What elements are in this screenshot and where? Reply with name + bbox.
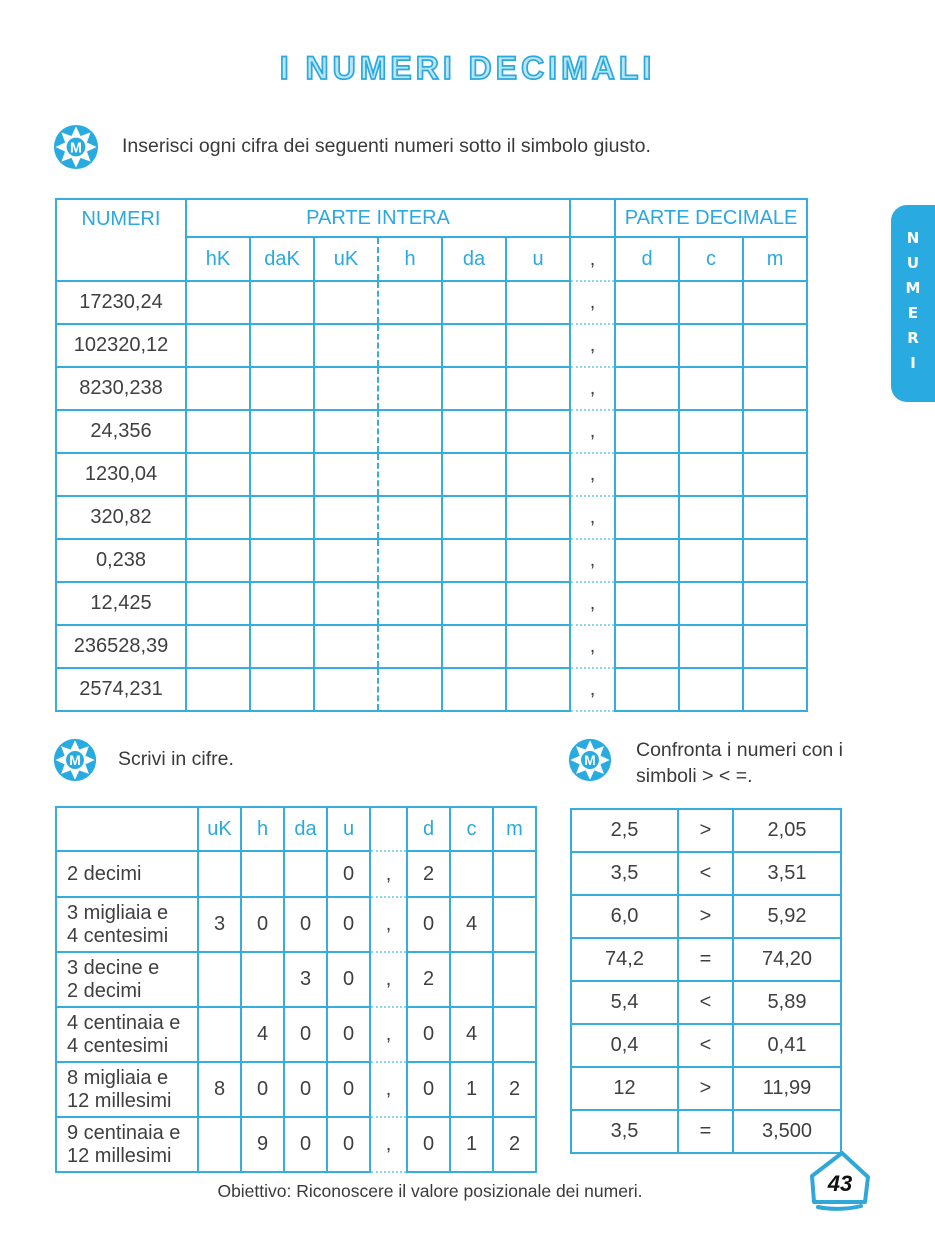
right-number: 5,89: [733, 981, 841, 1024]
answer-cell: [378, 324, 442, 367]
answer-cell: [506, 496, 570, 539]
answer-cell: [615, 539, 679, 582]
answer-cell: [186, 582, 250, 625]
digit-cell: 2: [407, 952, 450, 1007]
answer-cell: [186, 625, 250, 668]
column-header-d: d: [615, 237, 679, 281]
answer-cell: [506, 367, 570, 410]
comma-cell: ,: [370, 1007, 407, 1062]
exercise2-instruction: Scrivi in cifre.: [118, 748, 234, 771]
number-label: 12,425: [56, 582, 186, 625]
answer-cell: [442, 367, 506, 410]
digit-cell: 0: [407, 1007, 450, 1062]
table-row: [571, 1067, 841, 1110]
exercise2-header: [53, 738, 234, 782]
comparison-symbol: <: [678, 1024, 733, 1067]
digit-cell: [493, 952, 536, 1007]
right-number: 11,99: [733, 1067, 841, 1110]
answer-cell: [442, 582, 506, 625]
answer-cell: [250, 281, 314, 324]
left-number: 12: [571, 1067, 678, 1110]
digit-cell: 0: [241, 1062, 284, 1117]
answer-cell: [314, 625, 378, 668]
answer-cell: [615, 324, 679, 367]
answer-cell: [506, 410, 570, 453]
exercise1-header: [53, 124, 651, 170]
answer-cell: [506, 281, 570, 324]
table-row: [56, 582, 807, 625]
answer-cell: [250, 453, 314, 496]
sidebar-tab-numeri: [891, 205, 935, 402]
digit-cell: 4: [241, 1007, 284, 1062]
row-label-line: 12 millesimi: [67, 1089, 172, 1112]
digit-cell: 0: [327, 952, 370, 1007]
digit-cell: [493, 1007, 536, 1062]
page-title: I NUMERI DECIMALI: [279, 50, 656, 86]
table-row: [56, 851, 536, 897]
comma-column-header: [370, 807, 407, 851]
answer-cell: [250, 539, 314, 582]
answer-cell: [378, 496, 442, 539]
digit-cell: [284, 851, 327, 897]
table-row: [571, 981, 841, 1024]
left-number: 0,4: [571, 1024, 678, 1067]
answer-cell: [314, 281, 378, 324]
digit-cell: [493, 851, 536, 897]
number-label: 0,238: [56, 539, 186, 582]
comma-cell: ,: [370, 897, 407, 952]
comparison-symbol: =: [678, 1110, 733, 1153]
empty-corner-cell: [56, 807, 198, 851]
digit-cell: 0: [407, 1062, 450, 1117]
instruction-line: Confronta i numeri con i: [636, 739, 844, 761]
comparison-symbol: >: [678, 895, 733, 938]
comparison-symbol: <: [678, 852, 733, 895]
answer-cell: [186, 496, 250, 539]
answer-cell: [442, 496, 506, 539]
answer-cell: [679, 453, 743, 496]
row-label-line: 4 centesimi: [67, 924, 169, 947]
group-header-parte-decimale: PARTE DECIMALE: [615, 199, 807, 237]
answer-cell: [250, 410, 314, 453]
digit-cell: 1: [450, 1062, 493, 1117]
comma-cell: ,: [570, 496, 615, 539]
answer-cell: [314, 453, 378, 496]
answer-cell: [442, 625, 506, 668]
table-row: [56, 410, 807, 453]
answer-cell: [743, 324, 807, 367]
comparison-table: [570, 808, 842, 1154]
digit-cell: 1: [450, 1117, 493, 1172]
digit-cell: 9: [241, 1117, 284, 1172]
answer-cell: [615, 582, 679, 625]
exercise3-header: [568, 738, 886, 789]
answer-cell: [378, 281, 442, 324]
column-header-da: da: [284, 807, 327, 851]
comparison-symbol: >: [678, 809, 733, 852]
left-number: 2,5: [571, 809, 678, 852]
digit-cell: 2: [407, 851, 450, 897]
answer-cell: [615, 453, 679, 496]
column-header-h: h: [378, 237, 442, 281]
sun-m-badge-icon: [53, 124, 99, 170]
answer-cell: [615, 410, 679, 453]
answer-cell: [679, 367, 743, 410]
answer-cell: [378, 582, 442, 625]
comparison-symbol: <: [678, 981, 733, 1024]
answer-cell: [615, 625, 679, 668]
table-row: [571, 895, 841, 938]
number-label: 17230,24: [56, 281, 186, 324]
answer-cell: [506, 668, 570, 711]
comma-cell: ,: [570, 453, 615, 496]
table-row: [56, 1007, 536, 1062]
table-row: [56, 367, 807, 410]
column-header-dak: daK: [250, 237, 314, 281]
answer-cell: [378, 410, 442, 453]
left-number: 5,4: [571, 981, 678, 1024]
digit-cell: 0: [407, 1117, 450, 1172]
number-label: 236528,39: [56, 625, 186, 668]
answer-cell: [314, 668, 378, 711]
answer-cell: [442, 668, 506, 711]
right-number: 74,20: [733, 938, 841, 981]
answer-cell: [743, 367, 807, 410]
right-number: 0,41: [733, 1024, 841, 1067]
answer-cell: [743, 410, 807, 453]
digit-cell: 0: [284, 1007, 327, 1062]
table-row: [571, 809, 841, 852]
answer-cell: [615, 668, 679, 711]
row-label-line: 8 migliaia e: [67, 1067, 169, 1090]
answer-cell: [679, 582, 743, 625]
answer-cell: [186, 453, 250, 496]
digit-cell: 8: [198, 1062, 241, 1117]
table-row: [56, 539, 807, 582]
table-row: [56, 453, 807, 496]
digit-cell: [450, 952, 493, 1007]
page-number: 43: [827, 1171, 853, 1196]
answer-cell: [442, 410, 506, 453]
digit-cell: [198, 1117, 241, 1172]
answer-cell: [186, 324, 250, 367]
answer-cell: [250, 496, 314, 539]
table-row: [56, 952, 536, 1007]
column-header-c: c: [679, 237, 743, 281]
comma-cell: ,: [370, 851, 407, 897]
column-header-d: d: [407, 807, 450, 851]
digit-cell: 2: [493, 1062, 536, 1117]
answer-cell: [378, 668, 442, 711]
comma-cell: ,: [570, 281, 615, 324]
answer-cell: [679, 496, 743, 539]
answer-cell: [186, 668, 250, 711]
exercise1-instruction: Inserisci ogni cifra dei seguenti numeri sotto il simbolo giusto.: [122, 135, 651, 158]
table-row: [56, 668, 807, 711]
digit-cell: [493, 897, 536, 952]
comma-cell: ,: [370, 1117, 407, 1172]
column-header-uk: uK: [198, 807, 241, 851]
row-label-line: 3 migliaia e: [67, 902, 169, 925]
comma-cell: ,: [370, 952, 407, 1007]
exercise3-instruction: [636, 738, 886, 789]
table-row: [571, 852, 841, 895]
row-label: [56, 1117, 198, 1172]
answer-cell: [250, 668, 314, 711]
column-header-numeri: NUMERI: [56, 199, 186, 281]
table-row: [56, 897, 536, 952]
house-outline-icon: [800, 1146, 878, 1216]
number-label: 2574,231: [56, 668, 186, 711]
digit-cell: [198, 952, 241, 1007]
digit-cell: 0: [284, 897, 327, 952]
answer-cell: [186, 281, 250, 324]
write-in-digits-table: [55, 806, 537, 1173]
answer-cell: [378, 539, 442, 582]
table-row: [56, 1117, 536, 1172]
comma-cell: ,: [570, 410, 615, 453]
answer-cell: [442, 324, 506, 367]
column-header-hk: hK: [186, 237, 250, 281]
comma-cell: ,: [570, 668, 615, 711]
digit-cell: [241, 851, 284, 897]
row-label-line: 4 centinaia e: [67, 1012, 181, 1035]
sidebar-tab-label: NUMERI: [904, 228, 922, 379]
comparison-symbol: >: [678, 1067, 733, 1110]
row-label: [56, 1062, 198, 1117]
digit-cell: 4: [450, 1007, 493, 1062]
row-label-line: 2 decimi: [67, 979, 142, 1002]
sun-m-badge-icon: [568, 738, 612, 782]
table-row: [571, 938, 841, 981]
comma-cell: ,: [570, 539, 615, 582]
place-value-table: [55, 198, 808, 712]
digit-cell: [198, 1007, 241, 1062]
answer-cell: [250, 324, 314, 367]
answer-cell: [186, 410, 250, 453]
comma-cell: ,: [570, 367, 615, 410]
answer-cell: [679, 324, 743, 367]
answer-cell: [506, 539, 570, 582]
instruction-line: simboli > < =.: [636, 764, 753, 787]
answer-cell: [679, 668, 743, 711]
answer-cell: [615, 367, 679, 410]
number-label: 8230,238: [56, 367, 186, 410]
group-header-parte-intera: PARTE INTERA: [186, 199, 570, 237]
answer-cell: [314, 410, 378, 453]
digit-cell: 0: [407, 897, 450, 952]
number-label: 1230,04: [56, 453, 186, 496]
answer-cell: [378, 625, 442, 668]
right-number: 5,92: [733, 895, 841, 938]
table-row: [56, 496, 807, 539]
row-label: [56, 897, 198, 952]
digit-cell: 3: [284, 952, 327, 1007]
digit-cell: [450, 851, 493, 897]
table-row: [56, 324, 807, 367]
column-header-c: c: [450, 807, 493, 851]
number-label: 320,82: [56, 496, 186, 539]
comparison-symbol: =: [678, 938, 733, 981]
digit-cell: 0: [284, 1117, 327, 1172]
right-number: 3,500: [733, 1110, 841, 1153]
answer-cell: [679, 625, 743, 668]
digit-cell: 0: [327, 1117, 370, 1172]
row-label-line: 9 centinaia e: [67, 1122, 181, 1145]
answer-cell: [615, 281, 679, 324]
answer-cell: [506, 324, 570, 367]
answer-cell: [615, 496, 679, 539]
comma-cell: ,: [570, 582, 615, 625]
answer-cell: [378, 453, 442, 496]
right-number: 3,51: [733, 852, 841, 895]
column-header-m: m: [493, 807, 536, 851]
row-label-line: 2 decimi: [67, 862, 142, 885]
column-header-da: da: [442, 237, 506, 281]
answer-cell: [314, 367, 378, 410]
answer-cell: [743, 625, 807, 668]
column-header-m: m: [743, 237, 807, 281]
column-header-h: h: [241, 807, 284, 851]
answer-cell: [250, 367, 314, 410]
comma-cell: ,: [570, 625, 615, 668]
answer-cell: [506, 582, 570, 625]
answer-cell: [743, 582, 807, 625]
column-header-uk: uK: [314, 237, 378, 281]
digit-cell: 0: [327, 851, 370, 897]
table-row: [56, 1062, 536, 1117]
row-label-line: 12 millesimi: [67, 1144, 172, 1167]
column-header-u: u: [506, 237, 570, 281]
comma-column-spacer: [570, 199, 615, 237]
comma-cell: ,: [570, 324, 615, 367]
answer-cell: [378, 367, 442, 410]
answer-cell: [186, 539, 250, 582]
answer-cell: [442, 453, 506, 496]
digit-cell: 0: [241, 897, 284, 952]
digit-cell: 0: [327, 1062, 370, 1117]
left-number: 3,5: [571, 852, 678, 895]
digit-cell: 2: [493, 1117, 536, 1172]
answer-cell: [314, 496, 378, 539]
digit-cell: 3: [198, 897, 241, 952]
answer-cell: [679, 410, 743, 453]
sun-m-badge-icon: [53, 738, 97, 782]
row-label: [56, 851, 198, 897]
row-label-line: 3 decine e: [67, 957, 160, 980]
number-label: 102320,12: [56, 324, 186, 367]
comma-cell: ,: [370, 1062, 407, 1117]
column-header-u: u: [327, 807, 370, 851]
answer-cell: [250, 625, 314, 668]
digit-cell: 0: [327, 1007, 370, 1062]
answer-cell: [506, 625, 570, 668]
left-number: 6,0: [571, 895, 678, 938]
row-label: [56, 952, 198, 1007]
table-row: [56, 281, 807, 324]
digit-cell: 0: [327, 897, 370, 952]
answer-cell: [442, 539, 506, 582]
answer-cell: [679, 281, 743, 324]
answer-cell: [250, 582, 314, 625]
digit-cell: 4: [450, 897, 493, 952]
objective-text: Obiettivo: Riconoscere il valore posizionale dei numeri.: [217, 1181, 643, 1201]
answer-cell: [743, 496, 807, 539]
digit-cell: [241, 952, 284, 1007]
answer-cell: [314, 539, 378, 582]
right-number: 2,05: [733, 809, 841, 852]
answer-cell: [743, 453, 807, 496]
left-number: 74,2: [571, 938, 678, 981]
number-label: 24,356: [56, 410, 186, 453]
comma-column-header: ,: [570, 237, 615, 281]
row-label-line: 4 centesimi: [67, 1034, 169, 1057]
table-row: [56, 625, 807, 668]
digit-cell: [198, 851, 241, 897]
table-row: [571, 1024, 841, 1067]
digit-cell: 0: [284, 1062, 327, 1117]
answer-cell: [743, 281, 807, 324]
answer-cell: [679, 539, 743, 582]
answer-cell: [186, 367, 250, 410]
left-number: 3,5: [571, 1110, 678, 1153]
row-label: [56, 1007, 198, 1062]
answer-cell: [442, 281, 506, 324]
answer-cell: [314, 582, 378, 625]
answer-cell: [743, 539, 807, 582]
answer-cell: [314, 324, 378, 367]
answer-cell: [743, 668, 807, 711]
answer-cell: [506, 453, 570, 496]
